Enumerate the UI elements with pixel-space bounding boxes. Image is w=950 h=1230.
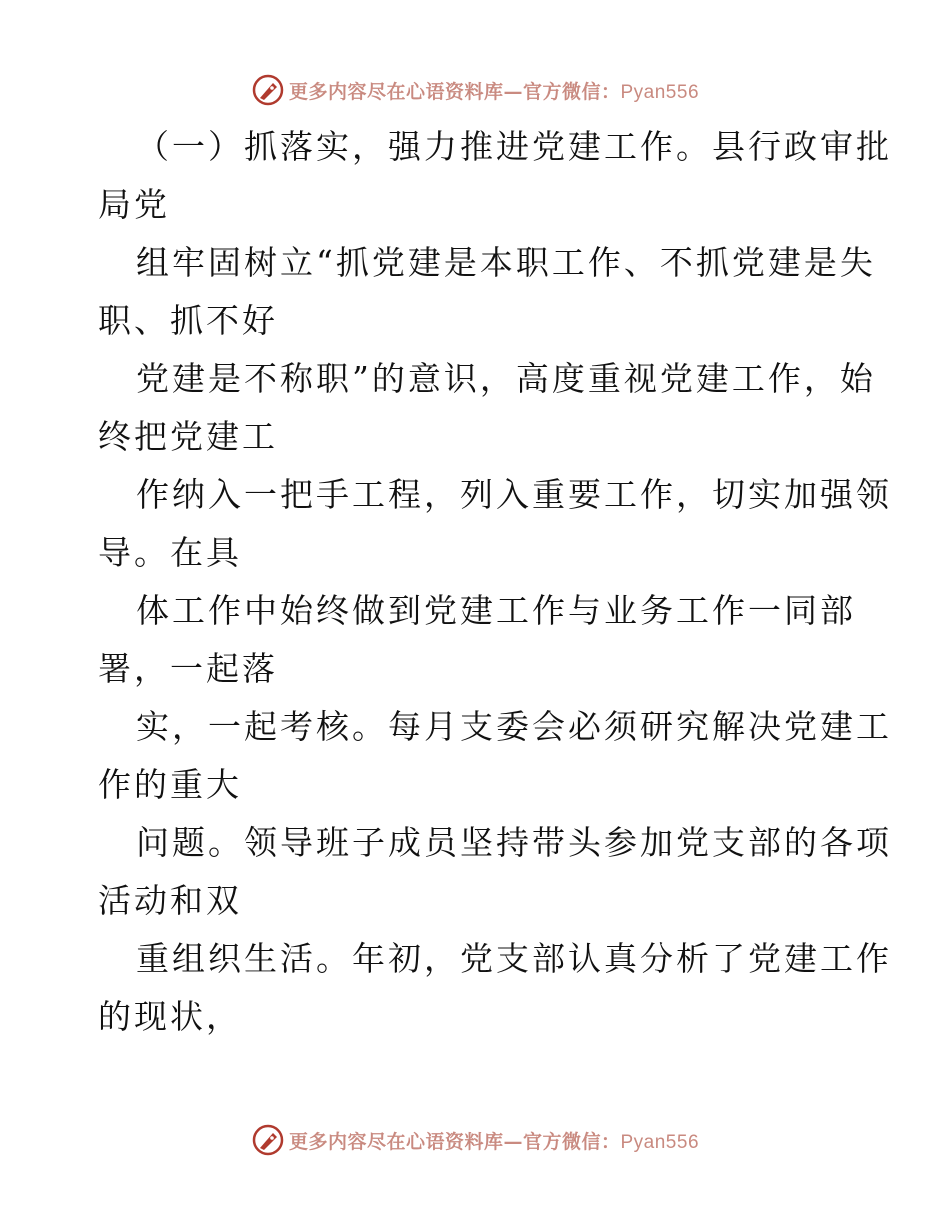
document-body	[98, 118, 892, 1046]
text-line: 的现状，	[98, 997, 242, 1036]
text-line: 职、抓不好	[98, 301, 278, 340]
pen-nib-logo-icon	[251, 1123, 285, 1157]
text-line: 作纳入一把手工程，列入重要工作，切实加强领	[136, 475, 892, 514]
footer-watermark	[0, 1120, 950, 1160]
text-line: 体工作中始终做到党建工作与业务工作一同部	[136, 591, 856, 630]
text-line: 作的重大	[98, 765, 242, 804]
text-line: 党建是不称职”的意识，高度重视党建工作，始	[136, 359, 876, 398]
text-line: 问题。领导班子成员坚持带头参加党支部的各项	[136, 823, 892, 862]
header-watermark	[0, 70, 950, 110]
text-line: 导。在具	[98, 533, 242, 572]
text-line: 署，一起落	[98, 649, 278, 688]
text-line: 实，一起考核。每月支委会必须研究解决党建工	[136, 707, 892, 746]
watermark-wechat-id: Pyan556	[620, 1131, 700, 1153]
text-line: 终把党建工	[98, 417, 278, 456]
pen-nib-logo-icon	[251, 73, 285, 107]
text-line: 组牢固树立“抓党建是本职工作、不抓党建是失	[136, 243, 876, 282]
text-line: （一）抓落实，强力推进党建工作。县行政审批	[136, 127, 892, 166]
watermark-text	[289, 1127, 699, 1154]
watermark-text	[289, 77, 699, 104]
watermark-label: 更多内容尽在心语资料库—官方微信：	[288, 1130, 621, 1153]
text-line: 局党	[98, 185, 170, 224]
text-line: 重组织生活。年初，党支部认真分析了党建工作	[136, 939, 892, 978]
text-line: 活动和双	[98, 881, 242, 920]
watermark-label: 更多内容尽在心语资料库—官方微信：	[288, 80, 621, 103]
watermark-wechat-id: Pyan556	[620, 81, 700, 103]
